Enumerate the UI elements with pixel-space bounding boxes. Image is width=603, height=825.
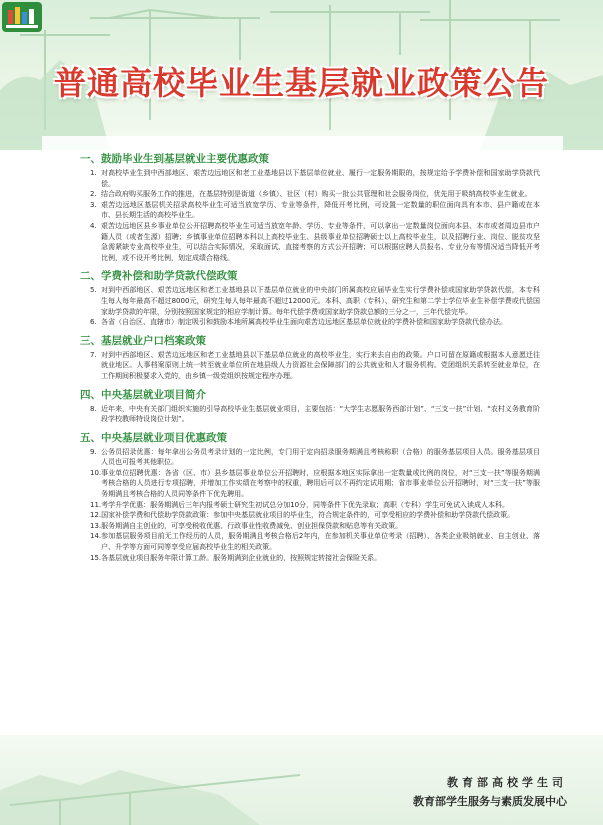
- section-heading: 五、中央基层就业项目优惠政策: [80, 431, 227, 444]
- policy-item: [90, 447, 540, 468]
- item-number: 3.: [90, 200, 97, 209]
- item-text: 艰苦边远地区基层机关招录高校毕业生可适当放宽学历、专业等条件，降低开考比例，可设置一定数量的职位面向具有本市、县户籍或在本市、县长期生活的高校毕业生。: [101, 200, 540, 220]
- item-text: 考学升学优惠：服务期满后三年内报考硕士研究生初试总分加10分，同等条件下优先录取；高职（专科）学生可免试入读成人本科。: [101, 500, 510, 509]
- policy-item: [90, 468, 540, 500]
- item-number: 8.: [90, 404, 97, 413]
- item-number: 7.: [90, 350, 97, 359]
- item-text: 各省（自治区、直辖市）制定吸引和鼓励本地所属高校毕业生面向艰苦边远地区基层单位就业的学费补偿和国家助学贷款代偿办法。: [101, 318, 507, 327]
- section-3: [80, 334, 540, 382]
- policy-content: [80, 146, 540, 563]
- section-5: [80, 431, 540, 564]
- item-number: 12.: [90, 511, 102, 520]
- item-number: 4.: [90, 221, 97, 230]
- item-number: 9.: [90, 447, 97, 456]
- policy-item: [90, 553, 540, 564]
- section-4: [80, 388, 540, 425]
- item-text: 各基层就业项目服务年限计算工龄。服务期满到企业就业的，按照规定转接社会保险关系。: [101, 553, 382, 562]
- section-heading: 四、中央基层就业项目简介: [80, 388, 206, 401]
- policy-item: [90, 317, 540, 328]
- item-text: 对高校毕业生到中西部地区、艰苦边远地区和老工业基地县以下基层单位就业、履行一定服务期限的，按规定给予学费补偿和国家助学贷款代偿。: [101, 169, 540, 188]
- section-1: [80, 152, 540, 263]
- item-number: 1.: [90, 169, 97, 177]
- section-heading: 三、基层就业户口档案政策: [80, 334, 206, 347]
- section-heading: 一、鼓励毕业生到基层就业主要优惠政策: [80, 153, 269, 165]
- section-heading: 二、学费补偿和助学贷款代偿政策: [80, 270, 238, 283]
- item-text: 艰苦边远地区县乡事业单位公开招聘高校毕业生可适当放宽年龄、学历、专业等条件，可以拿出一定数量岗位面向本县、本市或者周边县市户籍人员（或者生源）招聘；乡镇事业单位招聘本科以上高校毕业生、县级事业单位招聘硕士以上高校毕业生，以及招聘行业、岗位、脱贫攻坚急需紧缺专业高校毕业生，可以结合实际情况，采取面试、直接考察的方式公开招聘；可以根据应聘人员报名、专业分布等情况适当降低开考比例，或不设开考比例，划定成绩合格线。: [101, 221, 540, 262]
- policy-item: [90, 510, 540, 521]
- policy-item: [90, 285, 540, 317]
- page-title: 普通高校毕业生基层就业政策公告: [53, 64, 549, 102]
- item-text: 国家补偿学费和代偿助学贷款政策：参加中央基层就业项目的毕业生，符合规定条件的，可享受相应的学费补偿和助学贷款代偿政策。: [101, 511, 515, 520]
- item-number: 5.: [90, 286, 97, 295]
- policy-item: [90, 221, 540, 263]
- item-number: 14.: [90, 532, 102, 541]
- item-text: 公务员招录优惠：每年拿出公务员考录计划的一定比例，专门用于定向招录服务期满且考核称职（合格）的服务基层项目人员。服务基层项目人员也可报考其他职位。: [101, 447, 540, 467]
- policy-item: [90, 189, 540, 200]
- item-number: 10.: [90, 468, 102, 477]
- policy-item: [90, 404, 540, 425]
- item-text: 近年来，中央有关部门组织实施的引导高校毕业生基层就业项目，主要包括：“大学生志愿服务西部计划”、“三支一扶”计划、“农村义务教育阶段学校教师特设岗位计划”。: [101, 404, 540, 424]
- policy-item: [90, 168, 540, 189]
- item-text: 结合政府购买服务工作的推进，在基层特别是街道（乡镇）、社区（村）购买一批公共管理和社会服务岗位，优先用于吸纳高校毕业生就业。: [101, 190, 532, 199]
- policy-item: [90, 350, 540, 382]
- section-2: [80, 269, 540, 327]
- policy-item: [90, 521, 540, 532]
- item-number: 2.: [90, 190, 97, 199]
- item-text: 对到中西部地区、艰苦边远地区和老工业基地县以下基层单位就业的高校毕业生，实行来去自由的政策。户口可留在原籍或根据本人意愿迁往就业地区。人事档案原则上统一转至就业单位所在地县级人力资源社会保障部门的公共就业和人才服务机构。党团组织关系转至就业单位，在工作期间积极要求入党的，由乡镇一级党组织按规定程序办理。: [101, 350, 540, 380]
- item-text: 服务期满自主创业的，可享受税收优惠、行政事业性收费减免、创业担保贷款和贴息等有关政策。: [101, 521, 403, 530]
- item-text: 参加基层服务项目前无工作经历的人员，服务期满且考核合格后2年内，在参加机关事业单位考录（招聘）、各类企业吸纳就业、自主创业、落户、升学等方面可同等享受应届高校毕业生的相关政策。: [101, 532, 540, 552]
- item-number: 15.: [90, 553, 102, 562]
- item-text: 对到中西部地区、艰苦边远地区和老工业基地县以下基层单位就业的中央部门所属高校应届毕业生实行学费补偿或国家助学贷款代偿，本专科生每人每年最高不超过8000元，研究生每人每年最高不超过12000元。本科、高职（专科）、研究生和第二学士学位毕业生补偿学费或代偿国家助学贷款的年限，分别按照国家规定的相应学制计算。每年代偿学费或国家助学贷款总额的三分之一，三年代偿完毕。: [101, 286, 540, 316]
- ministry-logo-icon: [0, 0, 44, 34]
- policy-item: [90, 500, 540, 511]
- item-number: 13.: [90, 521, 102, 530]
- issuer-center: 教育部学生服务与素质发展中心: [413, 795, 567, 808]
- policy-item: [90, 531, 540, 552]
- header-banner: [0, 0, 603, 150]
- item-number: 11.: [90, 500, 102, 509]
- item-number: 6.: [90, 318, 97, 327]
- issuer-department: 教育部高校学生司: [447, 776, 567, 789]
- policy-item: [90, 200, 540, 221]
- item-text: 事业单位招聘优惠：各省（区、市）县乡基层事业单位公开招聘时，应根据本地区实际拿出一定数量或比例的岗位，对“三支一扶”等服务期满考核合格的人员进行专项招聘，并增加工作实绩在考察中的权重，聘用后可以不再约定试用期；省市事业单位公开招聘时，对“三支一扶”等服务期满且考核合格的人员同等条件下优先聘用。: [101, 468, 540, 499]
